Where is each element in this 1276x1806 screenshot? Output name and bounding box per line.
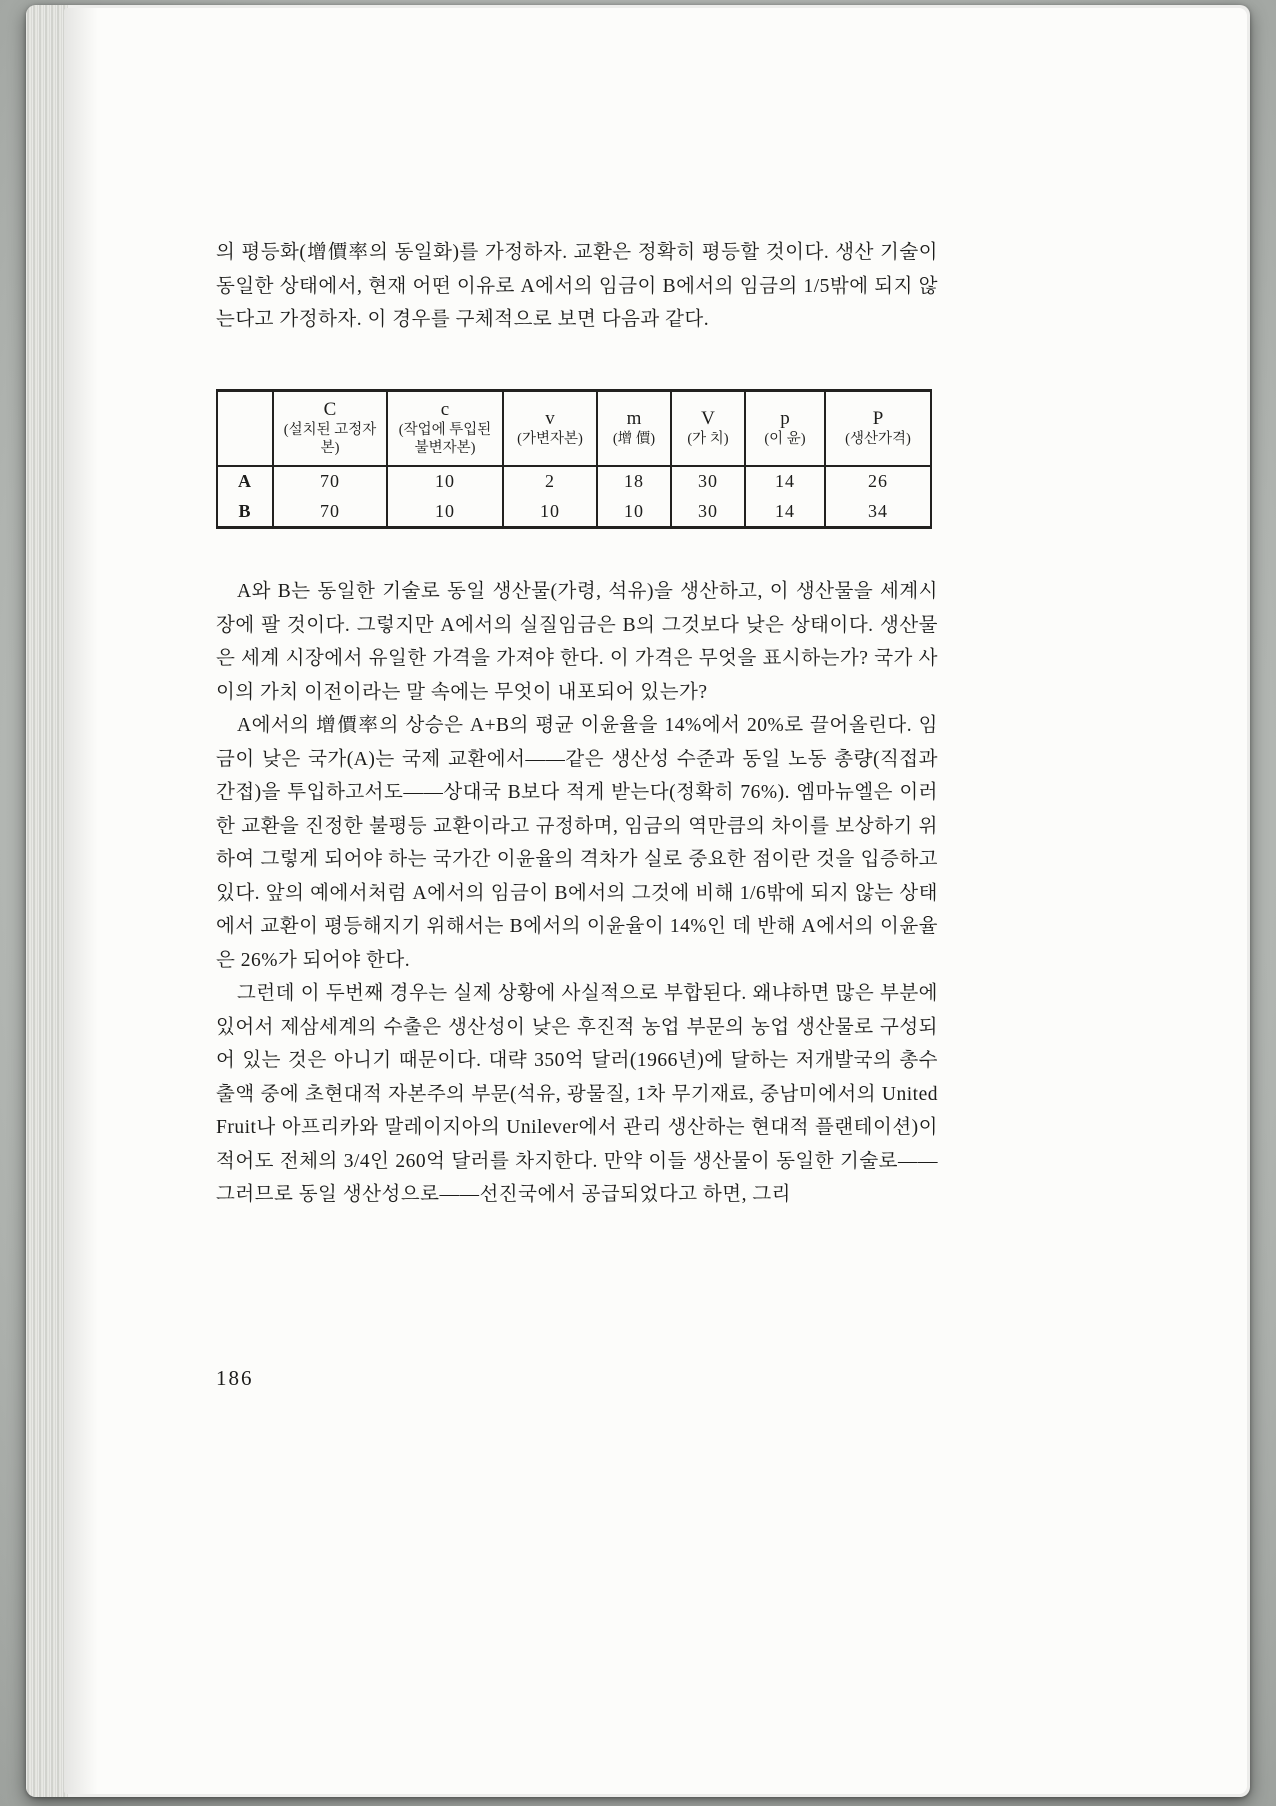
column-description: (설치된 고정자본) — [283, 421, 377, 456]
column-description: (가 치) — [687, 430, 729, 447]
table-cell: 30 — [671, 497, 745, 528]
data-table — [216, 389, 932, 530]
table-row — [217, 466, 931, 497]
table-header-cell — [745, 390, 825, 466]
row-label: A — [238, 471, 252, 491]
column-symbol: V — [701, 407, 715, 429]
column-description: (작업에 투입된 불변자본) — [398, 421, 492, 456]
book — [26, 5, 1250, 1797]
table-cell: 70 — [273, 466, 387, 497]
page — [64, 8, 1247, 1794]
table-head — [217, 390, 931, 466]
paragraph-4: 그런데 이 두번째 경우는 실제 상황에 사실적으로 부합된다. 왜냐하면 많은 부분에 있어서 제삼세계의 수출은 생산성이 낮은 후진적 농업 부문의 농업 생산물로 구성되어 있는 것은 아니기 때문이다. 대략 350억 달러(1966년)에 달하는 저개발국의 총수출액 중에 초현대적 자본주의 부문(석유, 광물질, 1차 무기재료, 중남미에서의 United Fruit나 아프리카와 말레이지아의 Unilever에서 관리 생산하는 현대적 플랜테이션)이 적어도 전체의 3/4인 260억 달러를 차지한다. 만약 이들 생산물이 동일한 기술로——그러므로 동일 생산성으로——선진국에서 공급되었다고 하면, 그리 — [216, 983, 938, 1205]
paragraph-3: A에서의 增價率의 상승은 A+B의 평균 이윤율을 14%에서 20%로 끌어올린다. 임금이 낮은 국가(A)는 국제 교환에서——같은 생산성 수준과 동일 노동 총량(직접과 간접)을 투입하고서도——상대국 B보다 적게 받는다(정확히 76%). 엠마뉴엘은 이러한 교환을 진정한 불평등 교환이라고 규정하며, 임금의 역만큼의 차이를 보상하기 위하여 그렇게 되어야 하는 국가간 이윤율의 격차가 실로 중요한 점이란 것을 입증하고 있다. 앞의 예에서처럼 A에서의 임금이 B에서의 그것에 비해 1/6밖에 되지 않는 상태에서 교환이 평등해지기 위해서는 B에서의 이윤율이 14%인 데 반해 A에서의 이윤율은 26%가 되어야 한다. — [216, 715, 938, 971]
table-body — [217, 466, 931, 528]
table-cell: 26 — [825, 466, 931, 497]
column-symbol: p — [780, 407, 790, 429]
table-cell: 18 — [597, 466, 671, 497]
table-cell: 34 — [825, 497, 931, 528]
table-cell: 14 — [745, 497, 825, 528]
table-cell: 14 — [745, 466, 825, 497]
page-number: 186 — [216, 1366, 254, 1390]
table-corner-cell — [217, 390, 273, 466]
table-header-row — [217, 390, 931, 466]
paragraph-1: 의 평등화(增價率의 동일화)를 가정하자. 교환은 정확히 평등할 것이다. 생산 기술이 동일한 상태에서, 현재 어떤 이유로 A에서의 임금이 B에서의 임금의 1/5밖에 되지 않는다고 가정하자. 이 경우를 구체적으로 보면 다음과 같다. — [216, 242, 938, 330]
paragraph-2: A와 B는 동일한 기술로 동일 생산물(가령, 석유)을 생산하고, 이 생산물을 세계시장에 팔 것이다. 그렇지만 A에서의 실질임금은 B의 그것보다 낮은 상태이다. 생산물은 세계 시장에서 유일한 가격을 가져야 한다. 이 가격은 무엇을 표시하는가? 국가 사이의 가치 이전이라는 말 속에는 무엇이 내포되어 있는가? — [216, 581, 938, 703]
table-header-cell — [503, 390, 597, 466]
table-cell: 10 — [387, 466, 503, 497]
table-header-cell — [597, 390, 671, 466]
page-content — [216, 236, 938, 1212]
table-cell: 10 — [597, 497, 671, 528]
column-description: (이 윤) — [764, 430, 806, 447]
table-row — [217, 497, 931, 528]
column-symbol: P — [872, 407, 884, 429]
column-description: (생산가격) — [845, 430, 911, 447]
table-header-cell — [671, 390, 745, 466]
table-cell: 10 — [503, 497, 597, 528]
column-description: (가변자본) — [517, 430, 583, 447]
row-label: B — [238, 500, 252, 521]
column-description: (增 價) — [612, 430, 656, 447]
column-symbol: C — [323, 398, 337, 420]
column-symbol: m — [626, 407, 642, 429]
table-header-cell — [273, 390, 387, 466]
table-cell: 2 — [503, 466, 597, 497]
table-header-cell — [825, 390, 931, 466]
column-symbol: c — [440, 398, 450, 420]
page-edge-stack — [26, 5, 68, 1797]
table-cell: 10 — [387, 497, 503, 528]
column-symbol: v — [545, 407, 555, 429]
table-cell: 30 — [671, 466, 745, 497]
table-header-cell — [387, 390, 503, 466]
table-cell: 70 — [273, 497, 387, 528]
